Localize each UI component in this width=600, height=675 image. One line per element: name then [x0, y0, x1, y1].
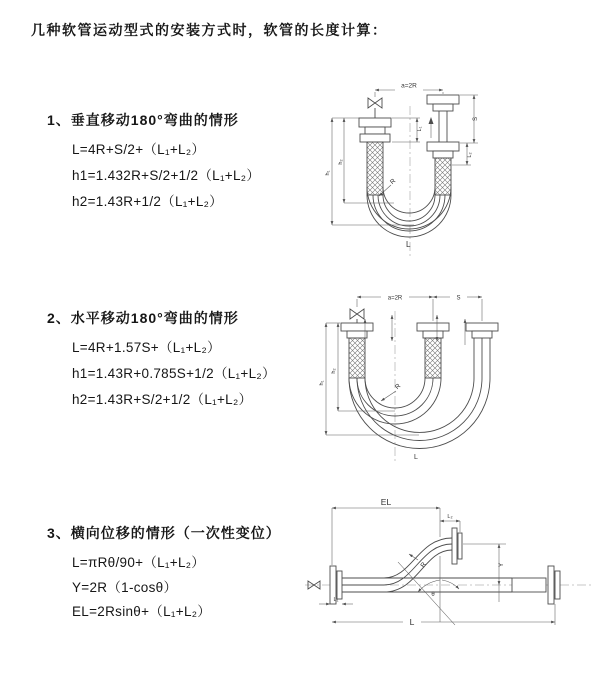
displaced-hose-curve	[342, 528, 462, 592]
movement-arrow-head	[429, 117, 434, 124]
hose-arcs	[349, 338, 490, 449]
formula-line: h1=1.43R+0.785S+1/2（L₁+L₂）	[72, 366, 276, 381]
left-pipe-assembly	[359, 98, 391, 195]
valve-icon	[357, 309, 364, 319]
dim-label-l1: L₁	[417, 126, 423, 132]
flange-plate	[452, 528, 457, 564]
diagram-vertical-180-bend	[310, 70, 550, 262]
formula-line: L=πRθ/90+（L₁+L₂）	[72, 555, 206, 570]
radius-label: R	[419, 561, 428, 570]
radius-label: R	[388, 177, 398, 187]
radius-label: R	[393, 382, 403, 392]
dim-label-h1: h₁	[319, 380, 325, 386]
formula-line: h2=1.43R+1/2（L₁+L₂）	[72, 194, 223, 209]
hose-fitting	[512, 578, 546, 592]
length-label: L	[414, 454, 418, 461]
braided-hose	[349, 338, 365, 378]
formula-line: L=4R+1.57S+（L₁+L₂）	[72, 340, 221, 355]
dimension-lines	[319, 508, 555, 625]
middle-pipe-assembly	[417, 323, 449, 378]
flange-plate	[555, 571, 560, 599]
length-label: L	[409, 617, 415, 627]
section-2-heading: 2、水平移动180°弯曲的情形	[47, 310, 239, 326]
flange-plate	[427, 95, 459, 104]
formula-line: Y=2R（1-cosθ）	[72, 580, 178, 595]
section-3-heading: 3、横向位移的情形（一次性变位）	[47, 525, 281, 541]
flange-plate	[337, 571, 342, 599]
diagram-lateral-displacement	[300, 492, 600, 652]
dimension-lines	[332, 90, 478, 225]
formula-line: L=4R+S/2+（L₁+L₂）	[72, 142, 206, 157]
length-label: L	[406, 240, 411, 249]
braided-hose	[425, 338, 441, 378]
section-1-heading: 1、垂直移动180°弯曲的情形	[47, 112, 239, 128]
flange-plate	[423, 331, 443, 338]
dim-label-h2: h₂	[338, 159, 344, 165]
dim-label-l2: L₂	[447, 514, 453, 520]
left-pipe-assembly	[341, 309, 373, 378]
dim-label-l1: L₁	[333, 597, 339, 603]
dim-label-span: a=2R	[401, 82, 417, 90]
braided-hose	[367, 142, 383, 195]
dim-label-el: EL	[380, 497, 392, 507]
flange-plate	[427, 142, 459, 151]
flange-plate	[359, 118, 391, 127]
flange-plate	[433, 104, 453, 111]
flange-plate	[472, 331, 492, 338]
flange-plate	[548, 566, 554, 604]
right-pipe-assembly	[466, 323, 498, 338]
angle-label: θ	[431, 592, 435, 598]
flange-plate	[417, 323, 449, 331]
flange-plate	[466, 323, 498, 331]
flange-plate	[360, 134, 390, 142]
dim-label-span: a=2R	[387, 295, 403, 302]
valve-icon	[368, 98, 375, 108]
valve-icon	[350, 309, 357, 319]
flange-plate	[347, 331, 367, 338]
formula-line: h1=1.432R+S/2+1/2（L₁+L₂）	[72, 168, 261, 183]
dim-label-h2: h₂	[331, 368, 337, 374]
right-pipe-assembly	[427, 95, 459, 195]
formula-line: h2=1.43R+S/2+1/2（L₁+L₂）	[72, 392, 253, 407]
flange-plate	[341, 323, 373, 331]
dim-label-y: Y	[498, 562, 505, 568]
flange-plate	[433, 151, 453, 158]
valve-icon	[375, 98, 382, 108]
formula-line: EL=2Rsinθ+（L₁+L₂）	[72, 604, 212, 619]
dim-label-l2: L₂	[467, 152, 473, 158]
dim-label-s: S	[456, 295, 461, 302]
dim-label-s: S	[473, 116, 479, 122]
dim-label-h1: h₁	[325, 170, 331, 176]
flange-plate	[365, 127, 385, 134]
page-title: 几种软管运动型式的安装方式时，软管的长度计算：	[31, 22, 388, 38]
braided-hose	[435, 158, 451, 195]
diagram-horizontal-180-bend	[310, 283, 550, 467]
flange-plate	[458, 533, 462, 559]
